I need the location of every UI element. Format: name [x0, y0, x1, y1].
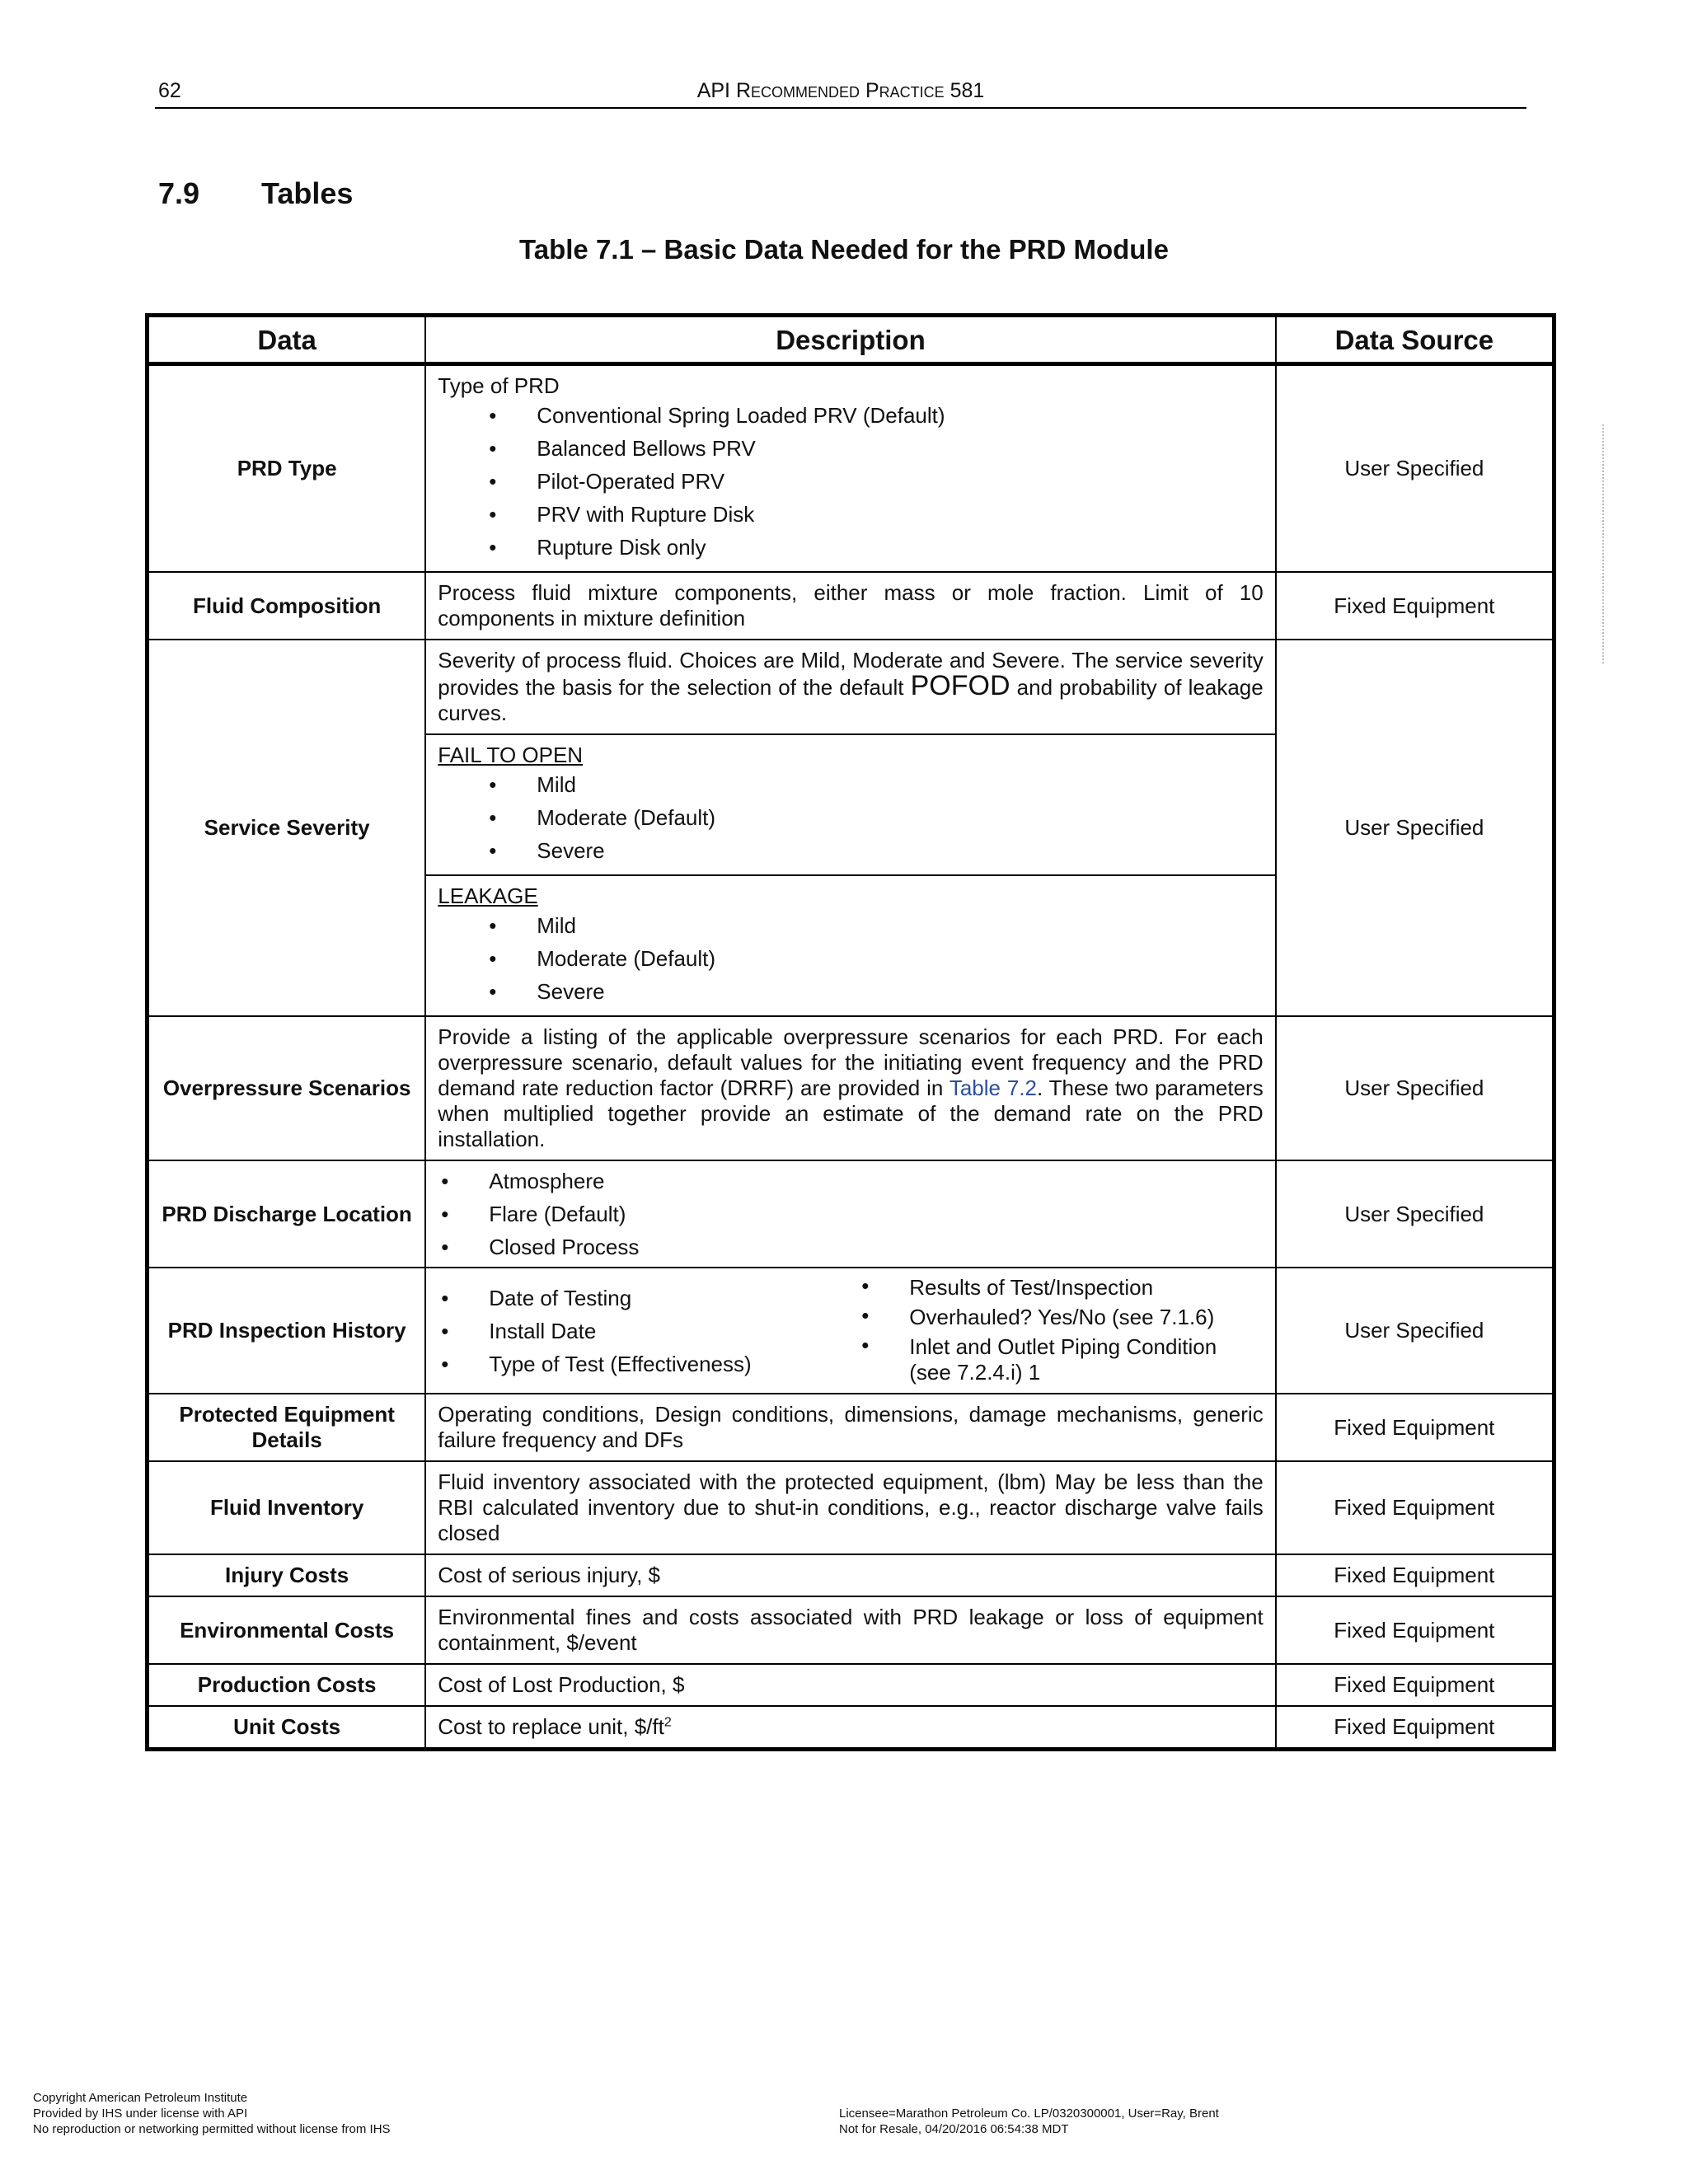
discharge-location-list: [438, 1165, 1263, 1263]
row-description: [425, 1160, 1275, 1268]
list-item: • Mild: [438, 909, 1263, 942]
row-description: Cost of serious injury, $: [425, 1554, 1275, 1596]
row-source: User Specified: [1276, 1268, 1554, 1394]
row-name: Injury Costs: [148, 1554, 426, 1596]
table-row-overpressure-scenarios: [148, 1016, 1554, 1160]
row-description: Cost of Lost Production, $: [425, 1664, 1275, 1706]
row-description: Cost to replace unit, $\$/ft^2$: [425, 1706, 1275, 1750]
row-source: Fixed Equipment: [1276, 1596, 1554, 1664]
fail-to-open-label: FAIL TO OPEN: [438, 743, 584, 767]
list-item: • Atmosphere: [438, 1165, 1263, 1197]
list-item: • Severe: [438, 834, 1263, 867]
row-name: Environmental Costs: [148, 1596, 426, 1664]
row-description: Provide a listing of the applicable overpressure scenarios for each PRD. For each overpressure scenario, default values for the initiating event frequency and the PRD demand rate reduction factor (DRRF) are provided in Table 7.2. These two parameters when multiplied together provide an estimate of the demand rate on the PRD installation.: [425, 1016, 1275, 1160]
row-source: User Specified: [1276, 364, 1554, 573]
column-header-description: Description: [425, 316, 1275, 364]
row-source: Fixed Equipment: [1276, 1706, 1554, 1750]
fail-to-open-block: [426, 733, 1274, 874]
list-item: • Balanced Bellows PRV: [438, 432, 1263, 465]
section-heading: [158, 176, 353, 211]
column-header-data: Data: [148, 316, 426, 364]
table-row-production-costs: [148, 1664, 1554, 1706]
row-description: Process fluid mixture components, either mass or mole fraction. Limit of 10 components in mixture definition: [425, 572, 1275, 640]
table-7-2-link[interactable]: Table 7.2: [949, 1076, 1038, 1100]
row-source: User Specified: [1276, 1160, 1554, 1268]
inspection-list-right: [858, 1273, 1263, 1388]
row-source: Fixed Equipment: [1276, 1664, 1554, 1706]
page-number: 62: [158, 79, 181, 102]
inspection-list-left: [438, 1282, 858, 1380]
inspection-history-columns: [438, 1273, 1263, 1388]
leakage-label: LEAKAGE: [438, 883, 538, 908]
page-header: [155, 79, 1526, 109]
list-item: • Results of Test/Inspection: [858, 1273, 1263, 1303]
table-row-fluid-composition: [148, 572, 1554, 640]
list-item: • Install Date: [438, 1315, 858, 1347]
list-item: • Flare (Default): [438, 1197, 1263, 1230]
row-source: Fixed Equipment: [1276, 1394, 1554, 1461]
row-name: Fluid Inventory: [148, 1461, 426, 1554]
table-row-environmental-costs: [148, 1596, 1554, 1664]
footer-copyright: Copyright American Petroleum Institute Provided by IHS under license with API No reproduction or networking permitted without license from IHS: [33, 2091, 391, 2136]
footer-license: Licensee=Marathon Petroleum Co. LP/0320300001, User=Ray, Brent Not for Resale, 04/20/2016 06:54:38 MDT: [839, 2107, 1219, 2136]
table-caption: Table 7.1 – Basic Data Needed for the PRD Module: [519, 234, 1169, 265]
row-name: PRD Inspection History: [148, 1268, 426, 1394]
table-row-protected-equipment: [148, 1394, 1554, 1461]
list-item: • Severe: [438, 975, 1263, 1008]
row-description: [425, 1268, 1275, 1394]
row-description: Fluid inventory associated with the protected equipment, (lbm) May be less than the RBI calculated inventory due to shut-in conditions, e.g., reactor discharge valve fails closed: [425, 1461, 1275, 1554]
prd-type-list: [438, 399, 1263, 564]
leakage-list: [438, 909, 1263, 1008]
section-title: Tables: [261, 176, 354, 210]
table-header-row: [148, 316, 1554, 364]
list-item: • Conventional Spring Loaded PRV (Default): [438, 399, 1263, 432]
table-row-unit-costs: [148, 1706, 1554, 1750]
list-item: • Overhauled? Yes/No (see 7.1.6): [858, 1303, 1263, 1333]
row-description: Operating conditions, Design conditions, dimensions, damage mechanisms, generic failure frequency and DFs: [425, 1394, 1275, 1461]
table-row-service-severity: [148, 640, 1554, 1016]
row-name: PRD Type: [148, 364, 426, 573]
table-row-discharge-location: [148, 1160, 1554, 1268]
table-row-inspection-history: [148, 1268, 1554, 1394]
row-description: Environmental fines and costs associated with PRD leakage or loss of equipment containment, $/event: [425, 1596, 1275, 1664]
list-item: • Moderate (Default): [438, 942, 1263, 975]
list-item: • Pilot-Operated PRV: [438, 465, 1263, 498]
column-header-data-source: Data Source: [1276, 316, 1554, 364]
list-item: • Date of Testing: [438, 1282, 858, 1315]
table-row-prd-type: [148, 364, 1554, 573]
row-source: User Specified: [1276, 640, 1554, 1016]
row-name: Production Costs: [148, 1664, 426, 1706]
list-item: • Type of Test (Effectiveness): [438, 1347, 858, 1380]
list-item: • Mild: [438, 768, 1263, 801]
row-source: User Specified: [1276, 1016, 1554, 1160]
pofod-term: POFOD: [910, 670, 1010, 701]
fail-to-open-list: [438, 768, 1263, 867]
list-item: • Closed Process: [438, 1230, 1263, 1263]
document-title: API Recommended Practice 581: [696, 79, 985, 102]
prd-data-table: [145, 313, 1556, 1751]
row-name: Service Severity: [148, 640, 426, 1016]
row-source: Fixed Equipment: [1276, 1554, 1554, 1596]
section-number: 7.9: [158, 176, 200, 210]
prd-type-intro: Type of PRD: [438, 373, 560, 398]
row-name: Overpressure Scenarios: [148, 1016, 426, 1160]
table-row-fluid-inventory: [148, 1461, 1554, 1554]
row-description: [425, 364, 1275, 573]
row-source: Fixed Equipment: [1276, 572, 1554, 640]
table-row-injury-costs: [148, 1554, 1554, 1596]
margin-mark: [1602, 424, 1606, 663]
leakage-block: [426, 874, 1274, 1015]
unit-superscript: 2: [663, 1715, 672, 1730]
row-name: Fluid Composition: [148, 572, 426, 640]
list-item: • Moderate (Default): [438, 801, 1263, 834]
list-item: • PRV with Rupture Disk: [438, 498, 1263, 531]
row-name: PRD Discharge Location: [148, 1160, 426, 1268]
row-name: Unit Costs: [148, 1706, 426, 1750]
service-severity-text: Severity of process fluid. Choices are Mild, Moderate and Severe. The service severity provides the basis for the selection of the default POFOD and probability of leakage curves.: [438, 648, 1264, 725]
list-item: • Inlet and Outlet Piping Condition (see 7.2.4.i) 1: [858, 1333, 1263, 1388]
row-source: Fixed Equipment: [1276, 1461, 1554, 1554]
row-name: Protected Equipment Details: [148, 1394, 426, 1461]
row-description: [425, 640, 1275, 1016]
list-item: • Rupture Disk only: [438, 531, 1263, 564]
